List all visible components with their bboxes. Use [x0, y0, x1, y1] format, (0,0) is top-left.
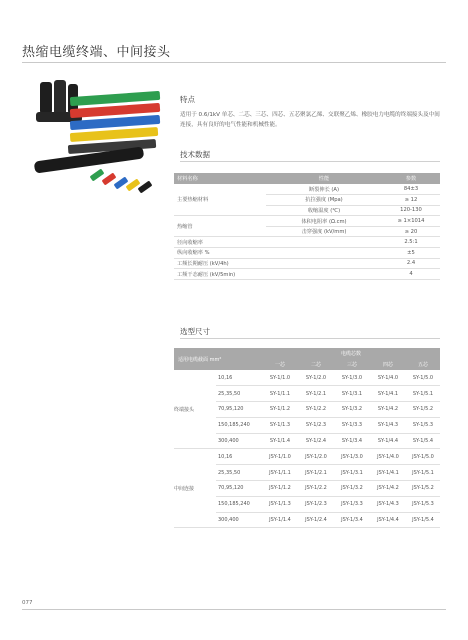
value-cell: 84±3	[382, 184, 440, 195]
header-core-4: 四芯	[370, 359, 406, 370]
tech-heading: 技术数据	[180, 150, 210, 159]
code-cell: JSY-1/1.2	[262, 481, 298, 497]
header-core-2: 二芯	[298, 359, 334, 370]
code-cell: JSY-1/4.1	[370, 465, 406, 481]
code-cell: SY-1/4.3	[370, 417, 406, 433]
sizes-heading-rule	[180, 338, 440, 339]
code-cell: SY-1/4.1	[370, 386, 406, 402]
page-number: 077	[22, 600, 33, 606]
code-cell: SY-1/2.3	[298, 417, 334, 433]
code-cell: SY-1/3.2	[334, 402, 370, 418]
features-heading: 特点	[180, 95, 195, 104]
sizes-heading: 选型尺寸	[180, 327, 210, 336]
header-property: 性能	[266, 173, 382, 184]
property-cell: 径向收缩率	[174, 237, 382, 248]
code-cell: SY-1/2.1	[298, 386, 334, 402]
table-row	[174, 269, 440, 280]
code-cell: JSY-1/3.1	[334, 465, 370, 481]
value-cell: ≥ 20	[382, 226, 440, 237]
value-cell: 2.5:1	[382, 237, 440, 248]
header-core-1: 一芯	[262, 359, 298, 370]
code-cell: JSY-1/4.3	[370, 496, 406, 512]
value-cell: 2.4	[382, 258, 440, 269]
short-tube-pieces	[90, 169, 153, 194]
code-cell: SY-1/2.0	[298, 370, 334, 386]
size-cell: 25,35,50	[216, 465, 262, 481]
table-row	[174, 248, 440, 259]
value-cell: 120-130	[382, 205, 440, 216]
code-cell: JSY-1/5.2	[406, 481, 440, 497]
property-cell: 断裂伸长 (A)	[266, 184, 382, 195]
property-cell: 抗拉强度 (Mpa)	[266, 195, 382, 206]
footer-divider	[22, 609, 446, 610]
code-cell: JSY-1/3.2	[334, 481, 370, 497]
code-cell: SY-1/1.3	[262, 417, 298, 433]
code-cell: SY-1/5.3	[406, 417, 440, 433]
code-cell: SY-1/4.4	[370, 433, 406, 449]
tech-data-table	[174, 173, 440, 280]
size-cell: 300,400	[216, 512, 262, 528]
property-cell: 工频长期耐压 (kV/4h)	[174, 258, 382, 269]
value-cell: ≥ 12	[382, 195, 440, 206]
code-cell: SY-1/5.1	[406, 386, 440, 402]
size-cell: 70,95,120	[216, 481, 262, 497]
group-main-label: 主要热缩材料	[174, 184, 266, 216]
code-cell: SY-1/3.1	[334, 386, 370, 402]
tech-heading-rule	[180, 161, 440, 162]
colored-tubes-stack	[68, 91, 160, 154]
size-cell: 10,16	[216, 449, 262, 465]
size-cell: 300,400	[216, 433, 262, 449]
property-cell: 击穿强度 (kV/mm)	[266, 226, 382, 237]
code-cell: SY-1/1.1	[262, 386, 298, 402]
code-cell: JSY-1/1.3	[262, 496, 298, 512]
code-cell: JSY-1/5.4	[406, 512, 440, 528]
property-cell: 收缩温度 (℃)	[266, 205, 382, 216]
heat-shrink-tubes-photo	[30, 72, 165, 202]
code-cell: JSY-1/1.1	[262, 465, 298, 481]
code-cell: SY-1/4.0	[370, 370, 406, 386]
size-selection-table	[174, 348, 440, 528]
value-cell: ≥ 1×1014	[382, 216, 440, 227]
code-cell: JSY-1/2.2	[298, 481, 334, 497]
code-cell: SY-1/1.2	[262, 402, 298, 418]
table-row	[174, 184, 440, 195]
group-tube-label: 热缩管	[174, 216, 266, 237]
code-cell: JSY-1/4.2	[370, 481, 406, 497]
code-cell: SY-1/2.2	[298, 402, 334, 418]
code-cell: SY-1/5.2	[406, 402, 440, 418]
code-cell: JSY-1/2.4	[298, 512, 334, 528]
size-cell: 10,16	[216, 370, 262, 386]
table-row	[174, 449, 440, 465]
code-cell: JSY-1/2.1	[298, 465, 334, 481]
title-divider	[22, 62, 446, 63]
code-cell: SY-1/3.0	[334, 370, 370, 386]
code-cell: JSY-1/3.3	[334, 496, 370, 512]
table-header-row	[174, 173, 440, 184]
size-cell: 70,95,120	[216, 402, 262, 418]
code-cell: JSY-1/3.0	[334, 449, 370, 465]
value-cell: ±5	[382, 248, 440, 259]
code-cell: JSY-1/4.0	[370, 449, 406, 465]
code-cell: SY-1/1.0	[262, 370, 298, 386]
code-cell: JSY-1/5.0	[406, 449, 440, 465]
code-cell: SY-1/5.4	[406, 433, 440, 449]
code-cell: SY-1/1.4	[262, 433, 298, 449]
size-cell: 25,35,50	[216, 386, 262, 402]
code-cell: SY-1/5.0	[406, 370, 440, 386]
code-cell: JSY-1/5.1	[406, 465, 440, 481]
property-cell: 工频干态耐压 (kV/5min)	[174, 269, 382, 280]
header-value: 参数	[382, 173, 440, 184]
table-row	[174, 237, 440, 248]
code-cell: SY-1/2.4	[298, 433, 334, 449]
header-core-3: 三芯	[334, 359, 370, 370]
property-cell: 纵向收缩率 %	[174, 248, 382, 259]
header-material: 材料名称	[174, 173, 266, 184]
code-cell: JSY-1/4.4	[370, 512, 406, 528]
features-text: 适用于 0.6/1kV 单芯、二芯、三芯、四芯、五芯聚氯乙烯、交联聚乙烯、橡胶电力电缆的终端接头及中间连接，具有良好的电气性能和机械性能。	[180, 112, 440, 128]
code-cell: SY-1/4.2	[370, 402, 406, 418]
size-cell: 150,185,240	[216, 417, 262, 433]
header-cores: 电缆芯数	[262, 348, 440, 359]
table-row	[174, 258, 440, 269]
code-cell: SY-1/3.3	[334, 417, 370, 433]
type-cell: 中间连接	[174, 449, 216, 528]
code-cell: JSY-1/2.0	[298, 449, 334, 465]
code-cell: JSY-1/5.3	[406, 496, 440, 512]
property-cell: 体积电阻率 (Ω.cm)	[266, 216, 382, 227]
table-header-row	[174, 348, 440, 359]
code-cell: JSY-1/1.0	[262, 449, 298, 465]
code-cell: JSY-1/2.3	[298, 496, 334, 512]
page-title: 热缩电缆终端、中间接头	[22, 45, 171, 60]
header-app-size: 适用电缆截面 mm²	[174, 348, 262, 370]
table-row	[174, 216, 440, 227]
code-cell: JSY-1/3.4	[334, 512, 370, 528]
code-cell: SY-1/3.4	[334, 433, 370, 449]
code-cell: JSY-1/1.4	[262, 512, 298, 528]
value-cell: 4	[382, 269, 440, 280]
header-core-5: 五芯	[406, 359, 440, 370]
type-cell: 终端接头	[174, 370, 216, 449]
table-row	[174, 370, 440, 386]
size-cell: 150,185,240	[216, 496, 262, 512]
